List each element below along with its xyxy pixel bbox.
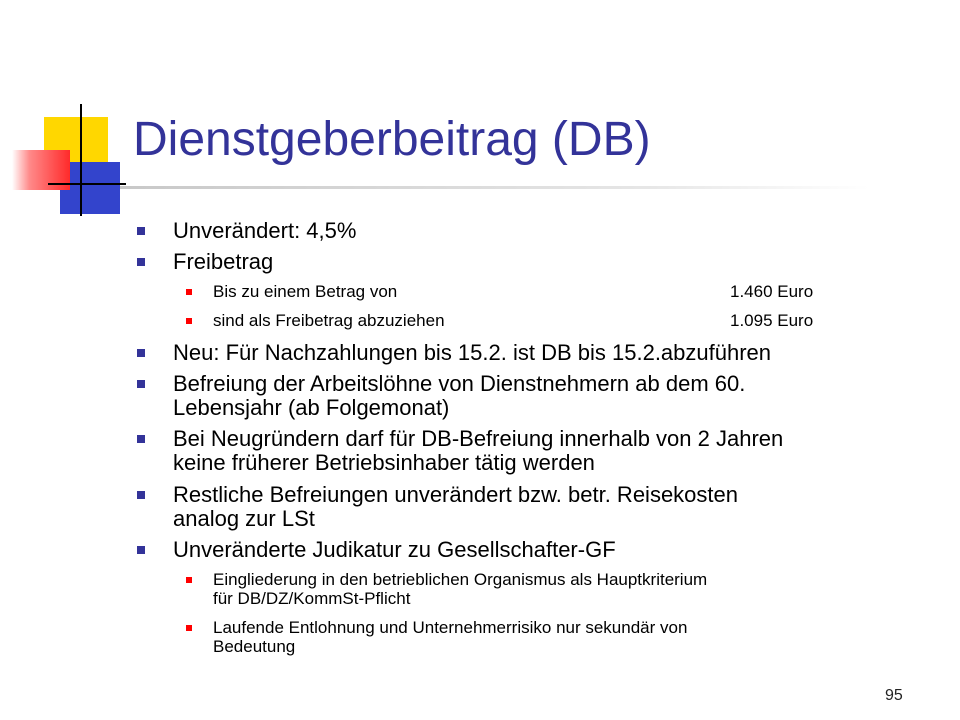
bullet-text-line: Restliche Befreiungen unverändert bzw. betr. Reisekosten bbox=[173, 482, 738, 507]
horizontal-line-decoration bbox=[48, 183, 126, 185]
sub-bullet-icon bbox=[186, 318, 192, 324]
bullet-icon bbox=[137, 227, 145, 235]
bullet-text-line: keine früherer Betriebsinhaber tätig werden bbox=[173, 450, 595, 475]
page-number: 95 bbox=[885, 687, 903, 704]
bullet-icon bbox=[137, 435, 145, 443]
vertical-line-decoration bbox=[80, 104, 82, 216]
sub-bullet-text-line: Laufende Entlohnung und Unternehmerrisiko nur sekundär von bbox=[213, 618, 688, 637]
sub-bullet-icon bbox=[186, 577, 192, 583]
bullet-icon bbox=[137, 258, 145, 266]
bullet-text-line: Lebensjahr (ab Folgemonat) bbox=[173, 395, 450, 420]
sub-bullet-text-line: Eingliederung in den betrieblichen Organismus als Hauptkriterium bbox=[213, 570, 708, 589]
bullet-text-line: Befreiung der Arbeitslöhne von Dienstnehmern ab dem 60. bbox=[173, 371, 746, 396]
bullet-text: Freibetrag bbox=[173, 249, 274, 274]
bullet-text-line: Bei Neugründern darf für DB-Befreiung innerhalb von 2 Jahren bbox=[173, 426, 784, 451]
sub-bullet-text-line: für DB/DZ/KommSt-Pflicht bbox=[213, 589, 411, 608]
slide-title: Dienstgeberbeitrag (DB) bbox=[133, 113, 651, 166]
bullet-icon bbox=[137, 491, 145, 499]
bullet-text: Unveränderte Judikatur zu Gesellschafter-GF bbox=[173, 537, 616, 562]
sub-bullet-icon bbox=[186, 625, 192, 631]
bullet-text-line: analog zur LSt bbox=[173, 506, 315, 531]
sub-bullet-label: sind als Freibetrag abzuziehen bbox=[213, 311, 445, 330]
sub-bullet-text-line: Bedeutung bbox=[213, 637, 296, 656]
bullet-text: Unverändert: 4,5% bbox=[173, 218, 357, 243]
bullet-icon bbox=[137, 349, 145, 357]
bullet-icon bbox=[137, 380, 145, 388]
slide-logo-decoration bbox=[0, 0, 140, 230]
sub-bullet-value: 1.095 Euro bbox=[730, 311, 814, 330]
bullet-text: Neu: Für Nachzahlungen bis 15.2. ist DB bis 15.2.abzuführen bbox=[173, 340, 772, 365]
title-divider bbox=[120, 186, 870, 189]
sub-bullet-label: Bis zu einem Betrag von bbox=[213, 282, 398, 301]
sub-bullet-icon bbox=[186, 289, 192, 295]
sub-bullet-value: 1.460 Euro bbox=[730, 282, 814, 301]
bullet-icon bbox=[137, 546, 145, 554]
